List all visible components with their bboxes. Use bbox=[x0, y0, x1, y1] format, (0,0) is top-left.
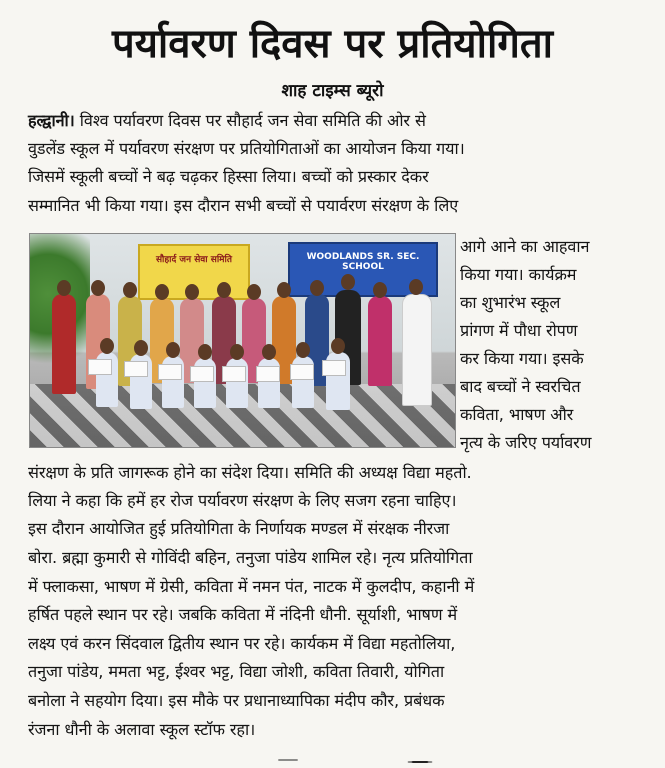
article-line: नृत्य के जरिए पर्यावरण bbox=[460, 433, 592, 452]
article-line: हर्षित पहले स्थान पर रहे। जबकि कविता में नंदिनी धौनी. सूर्याशी, भाषण में bbox=[28, 605, 458, 624]
article-line: आगे आने का आहवान bbox=[460, 237, 590, 256]
article-line: कविता, भाषण और bbox=[460, 405, 574, 424]
article-line: प्रांगण में पौधा रोपण bbox=[460, 321, 578, 340]
article-line: लक्ष्य एवं करन सिंदवाल द्वितीय स्थान पर रहे। कार्यकम में विद्या महतोलिया, bbox=[28, 634, 456, 653]
headline: पर्यावरण दिवस पर प्रतियोगिता bbox=[111, 21, 554, 67]
article-line: जिसमें स्कूली बच्चों ने बढ़ चढ़कर हिस्सा लिया। बच्चों को प्रस्कार देकर bbox=[28, 167, 429, 186]
first-line-text: विश्व पर्यावरण दिवस पर सौहार्द जन सेवा समिति की ओर से bbox=[74, 111, 426, 130]
article-line: किया गया। कार्यक्रम bbox=[460, 265, 577, 284]
article-line: तनुजा पांडेय, ममता भट्ट, ईश्वर भट्ट, विद्या जोशी, कविता तिवारी, योगिता bbox=[28, 662, 445, 681]
article-line: का शुभारंभ स्कूल bbox=[460, 293, 561, 312]
article-line: में फ्लाकसा, भाषण में ग्रेसी, कविता में नमन पंत, नाटक में कुलदीप, कहानी में bbox=[28, 577, 475, 596]
event-photo bbox=[29, 233, 456, 448]
article-line: संरक्षण के प्रति जागरूक होने का संदेश दिया। समिति की अध्यक्ष विद्या महतो. bbox=[28, 463, 472, 482]
article-line: कर किया गया। इसके bbox=[460, 349, 584, 368]
dateline: हल्द्वानी। bbox=[28, 111, 75, 130]
article-line: रंजना धौनी के अलावा स्कूल स्टॉफ रहा। bbox=[28, 720, 256, 739]
article-line: लिया ने कहा कि हमें हर रोज पर्यावरण संरक्षण के लिए सजग रहना चाहिए। bbox=[28, 491, 457, 510]
photo-banner-samiti: सौहार्द जन सेवा समिति bbox=[138, 244, 250, 300]
photo-banner-school: WOODLANDS SR. SEC. SCHOOL bbox=[288, 242, 438, 297]
next-article-edge bbox=[240, 748, 480, 768]
article-line: सम्मानित भी किया गया। इस दौरान सभी बच्चों से पयार्वरण संरक्षण के लिए bbox=[28, 196, 459, 215]
article-line: बोरा. ब्रह्मा कुमारी से गोविंदी बहिन, तनुजा पांडेय शामिल रहे। नृत्य प्रतियोगिता bbox=[28, 548, 473, 567]
article-line: वुडलेंड स्कूल में पर्यावरण संरक्षण पर प्रतियोगिताओं का आयोजन किया गया। bbox=[28, 139, 465, 158]
article-line: बनोला ने सहयोग दिया। इस मौके पर प्रधानाध्यापिका मंदीप कौर, प्रबंधक bbox=[28, 691, 445, 710]
article-line: बाद बच्चों ने स्वरचित bbox=[460, 377, 581, 396]
article-line-1 bbox=[28, 110, 426, 132]
article-line: इस दौरान आयोजित हुई प्रतियोगिता के निर्णायक मण्डल में संरक्षक नीरजा bbox=[28, 519, 450, 538]
byline: शाह टाइम्स ब्यूरो bbox=[281, 81, 384, 101]
